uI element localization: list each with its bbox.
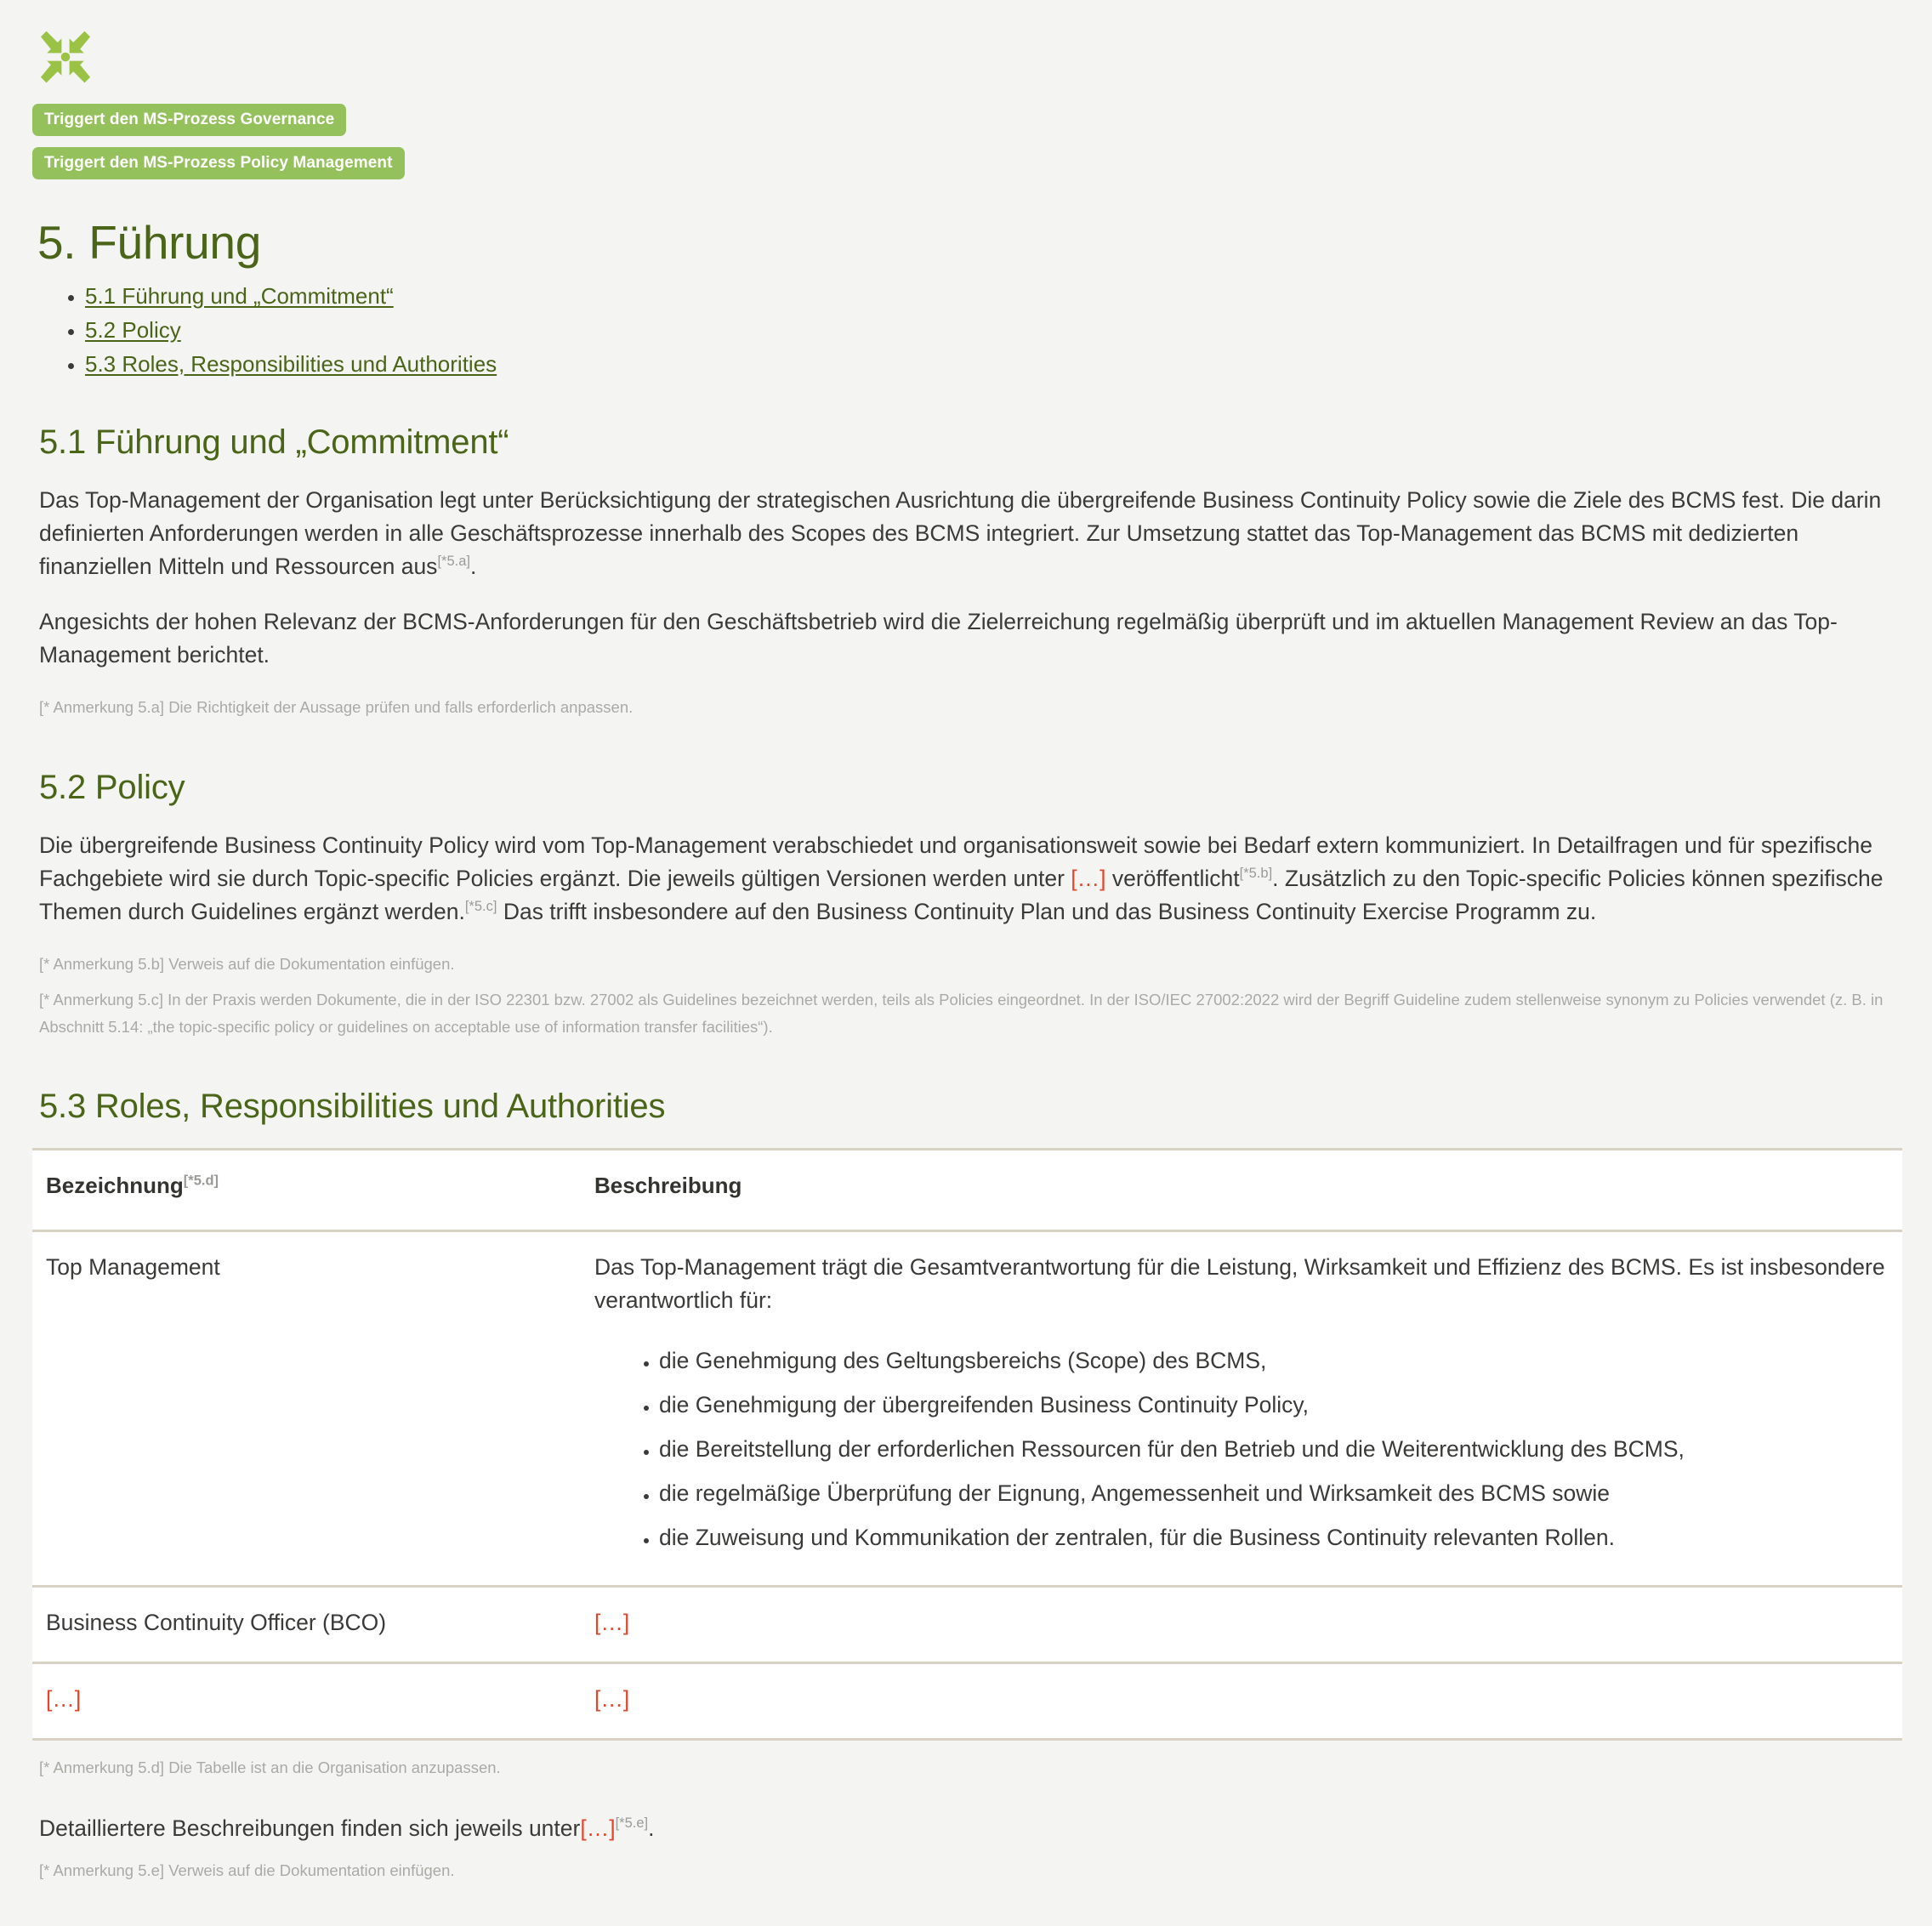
column-header-beschreibung-label: Beschreibung [594, 1173, 742, 1199]
paragraph-5-2-1-part2: veröffentlicht [1105, 865, 1240, 891]
closing-paragraph-tail: . [648, 1815, 655, 1841]
closing-paragraph-text: Detailliertere Beschreibungen finden sich jeweils unter [39, 1815, 581, 1841]
badge-trigger-governance[interactable]: Triggert den MS-Prozess Governance [32, 104, 346, 136]
badge-row-governance [32, 104, 1889, 136]
note-5a: [* Anmerkung 5.a] Die Richtigkeit der Aussage prüfen und falls erforderlich anpassen. [39, 698, 634, 717]
list-item: • die Zuweisung und Kommunikation der zentralen, für die Business Continuity relevanten Rollen. [659, 1521, 1889, 1554]
closing-paragraph [39, 1812, 1889, 1845]
cell-role-description [581, 1662, 1902, 1739]
toc-link-5-1[interactable]: 5.1 Führung und „Commitment“ [85, 283, 394, 309]
spacer [32, 1741, 1889, 1754]
column-header-bezeichnung-label: Bezeichnung [46, 1173, 184, 1199]
toc-item [85, 285, 1889, 309]
paragraph-5-2-1-part1: Die übergreifende Business Continuity Policy wird vom Top-Management verabschiedet und organisationsweit sowie bei Bedarf extern kommuniziert. In Detailfragen und für spezifische Fachgebiete wird sie durch Topic-specific Policies ergänzt. Die jeweils gültigen Versionen werden unter [39, 832, 1872, 891]
footnote-ref-5d[interactable]: [*5.d] [183, 1173, 219, 1189]
paragraph-5-1-2: Angesichts der hohen Relevanz der BCMS-Anforderungen für den Geschäftsbetrieb wird die Zielerreichung regelmäßig überprüft und im aktuellen Management Review an das Top-Management berichtet. [39, 609, 1838, 668]
paragraph-5-1-1-text: Das Top-Management der Organisation legt unter Berücksichtigung der strategischen Ausrichtung die übergreifende Business Continuity Policy sowie die Ziele des BCMS fest. Die darin definierten Anforderungen werden in alle Geschäftsprozesse innerhalb des Scopes des BCMS integriert. Zur Umsetzung stattet das Top-Management das BCMS mit dedizierten finanziellen Mitteln und Ressourcen aus [39, 487, 1882, 580]
roles-responsibilities-table [32, 1148, 1902, 1741]
toc-item [85, 350, 1889, 377]
note-5e: [* Anmerkung 5.e] Verweis auf die Dokumentation einfügen. [39, 1861, 455, 1879]
cell-role-name [32, 1662, 581, 1739]
table-header-row [32, 1150, 1902, 1231]
table-of-contents [39, 285, 1889, 376]
cell-role-description [581, 1586, 1902, 1662]
paragraph-5-2-1-part3: . Zusätzlich zu den Topic-specific Policies können spezifische Themen durch Guidelines ergänzt werden. [39, 865, 1884, 924]
list-item: • die Bereitstellung der erforderlichen Ressourcen für den Betrieb und die Weiterentwicklung des BCMS, [659, 1433, 1889, 1466]
paragraph-5-1-1 [39, 484, 1889, 583]
process-trigger-badges [32, 104, 1889, 179]
table-row [32, 1586, 1902, 1662]
footnote-ref-5e[interactable]: [*5.e] [615, 1815, 649, 1831]
toc-link-5-2[interactable]: 5.2 Policy [85, 316, 181, 343]
paragraph-5-2-1 [39, 829, 1889, 929]
section-heading-5-1: 5.1 Führung und „Commitment“ [39, 423, 509, 462]
section-heading-5-3: 5.3 Roles, Responsibilities und Authorities [39, 1088, 666, 1126]
paragraph-5-2-1-part4: Das trifft insbesondere auf den Business Continuity Plan und das Business Continuity Exercise Programm zu. [497, 898, 1597, 924]
placeholder-role-description[interactable]: […] [594, 1685, 630, 1712]
converge-arrows-logo [34, 29, 97, 85]
cell-role-name: Top Management [32, 1231, 581, 1587]
toc-link-5-3[interactable]: 5.3 Roles, Responsibilities und Authorities [85, 350, 497, 377]
paragraph-5-1-1-tail: . [469, 554, 477, 580]
placeholder-link-closing-doc[interactable]: […] [580, 1815, 616, 1841]
note-5c: [* Anmerkung 5.c] In der Praxis werden Dokumente, die in der ISO 22301 bzw. 27002 als Guidelines bezeichnet werden, teils als Policies eingeordnet. In der ISO/IEC 27002:2022 wird der Begriff Guideline zudem stellenweise synonym zu Policies verwendet (z. B. in Abschnitt 5.14: „the topic-specific policy or guidelines on acceptable use of information transfer facilities“). [39, 990, 1884, 1036]
column-header-bezeichnung [32, 1150, 581, 1231]
list-item: • die Genehmigung der übergreifenden Business Continuity Policy, [659, 1389, 1889, 1422]
column-header-beschreibung [581, 1150, 1902, 1231]
toc-item [85, 316, 1889, 343]
placeholder-link-5-2-doc[interactable]: […] [1071, 865, 1106, 891]
page-title: 5. Führung [37, 216, 262, 269]
table-row [32, 1231, 1902, 1587]
note-5b: [* Anmerkung 5.b] Verweis auf die Dokumentation einfügen. [39, 954, 455, 973]
list-item: • die regelmäßige Überprüfung der Eignung, Angemessenheit und Wirksamkeit des BCMS sowie [659, 1477, 1889, 1510]
note-5d: [* Anmerkung 5.d] Die Tabelle ist an die Organisation anzupassen. [39, 1758, 501, 1776]
role-responsibility-list [594, 1344, 1889, 1554]
section-heading-5-2: 5.2 Policy [39, 769, 185, 807]
role-description-intro: Das Top-Management trägt die Gesamtverantwortung für die Leistung, Wirksamkeit und Effizienz des BCMS. Es ist insbesondere verantwortlich für: [594, 1254, 1885, 1314]
cell-role-name: Business Continuity Officer (BCO) [32, 1586, 581, 1662]
table-row [32, 1662, 1902, 1739]
footnote-ref-5b[interactable]: [*5.b] [1239, 866, 1273, 882]
list-item: • die Genehmigung des Geltungsbereichs (Scope) des BCMS, [659, 1344, 1889, 1378]
badge-row-policy-management [32, 147, 1889, 179]
badge-trigger-policy-management[interactable]: Triggert den MS-Prozess Policy Management [32, 147, 405, 179]
placeholder-bco-description[interactable]: […] [594, 1609, 630, 1635]
cell-role-description [581, 1231, 1902, 1587]
footnote-ref-5a[interactable]: [*5.a] [437, 554, 470, 570]
placeholder-role-name[interactable]: […] [46, 1685, 82, 1712]
footnote-ref-5c[interactable]: [*5.c] [464, 899, 497, 915]
